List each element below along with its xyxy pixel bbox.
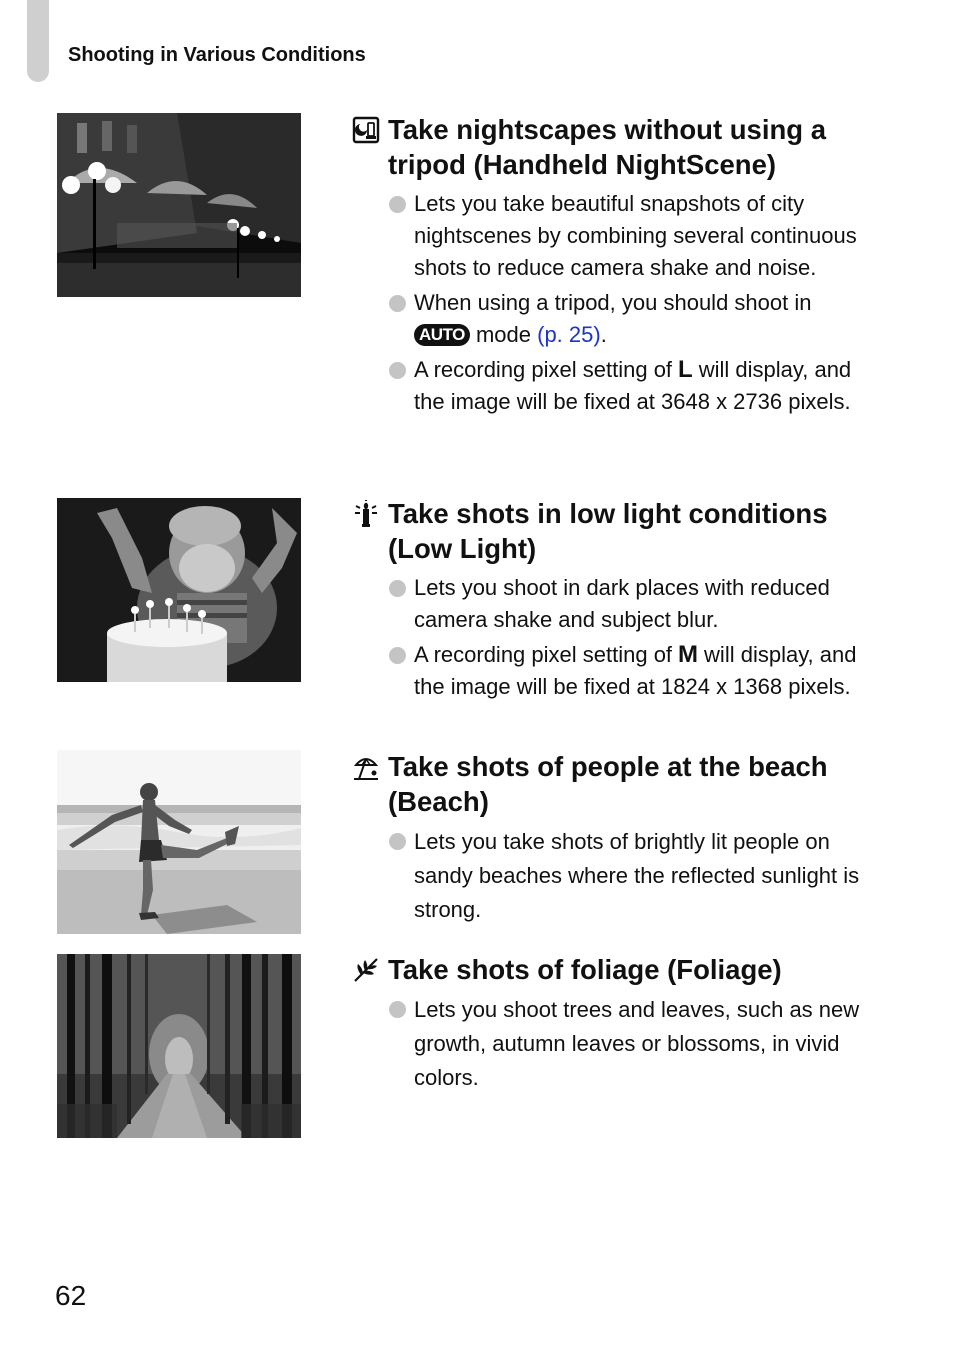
section-title: Take shots in low light conditions (Low Light) — [352, 496, 872, 566]
section-handheld-nightscene — [352, 112, 872, 421]
low-light-photo — [57, 498, 301, 682]
bullet-item: Lets you shoot in dark places with reduced camera shake and subject blur. — [388, 572, 872, 636]
low-light-icon — [352, 496, 388, 528]
beach-icon — [352, 749, 388, 781]
section-low-light — [352, 496, 872, 706]
nightscene-photo — [57, 113, 301, 297]
handheld-nightscene-icon — [352, 112, 388, 144]
bullet-item: Lets you take beautiful snapshots of city nightscenes by combining several continuous shots to reduce camera shake and noise. — [388, 188, 872, 284]
section-beach — [352, 749, 872, 930]
bullet-item: Lets you shoot trees and leaves, such as new growth, autumn leaves or blossoms, in vivid colors. — [388, 993, 872, 1095]
foliage-photo — [57, 954, 301, 1138]
large-pixel-icon: L — [678, 356, 693, 383]
chapter-tab — [27, 0, 49, 82]
page-reference-link[interactable]: (p. 25) — [537, 322, 601, 347]
foliage-icon — [352, 952, 388, 984]
medium-pixel-icon: M — [678, 641, 699, 668]
section-title: Take nightscapes without using a tripod (Handheld NightScene) — [352, 112, 872, 182]
section-title: Take shots of foliage (Foliage) — [352, 952, 872, 987]
bullet-item: When using a tripod, you should shoot in AUTO mode (p. 25). — [388, 287, 872, 351]
bullet-item: Lets you take shots of brightly lit people on sandy beaches where the reflected sunlight is strong. — [388, 825, 872, 927]
auto-mode-icon: AUTO — [414, 324, 470, 346]
bullet-item: A recording pixel setting of M will display, and the image will be fixed at 1824 x 1368 pixels. — [388, 639, 872, 703]
running-head: Shooting in Various Conditions — [68, 44, 366, 66]
section-title: Take shots of people at the beach (Beach) — [352, 749, 872, 819]
beach-photo — [57, 750, 301, 934]
bullet-item: A recording pixel setting of L will display, and the image will be fixed at 3648 x 2736 pixels. — [388, 354, 872, 418]
section-foliage — [352, 952, 872, 1098]
page-number: 62 — [55, 1280, 87, 1311]
